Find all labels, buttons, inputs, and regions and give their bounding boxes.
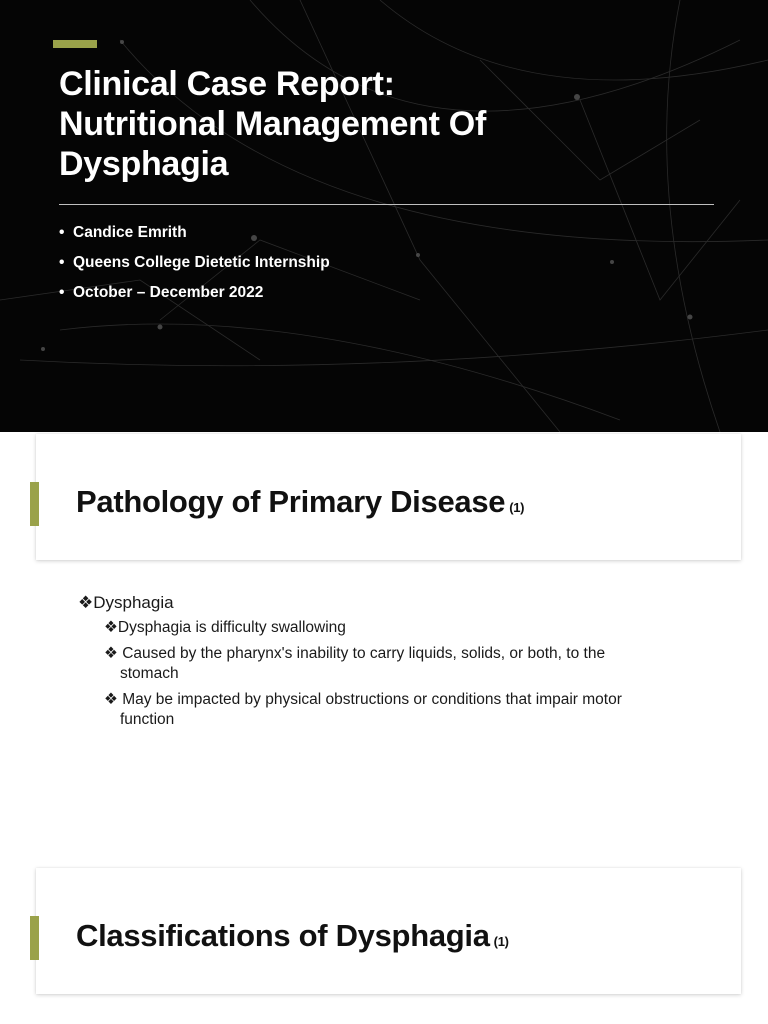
heading-text: Classifications of Dysphagia (76, 918, 490, 953)
sub-list-item-text: May be impacted by physical obstructions or conditions that impair motor (117, 691, 622, 708)
program-name-text: Queens College Dietetic Internship (73, 254, 330, 271)
sub-list-item (104, 618, 718, 638)
list-item-text: Dysphagia (93, 593, 174, 612)
slide-heading (76, 484, 524, 520)
date-range-text: October – December 2022 (73, 284, 264, 301)
sub-list-item-text: Caused by the pharynx's inability to carry liquids, solids, or both, to the (117, 645, 606, 662)
bullet-dot-icon: • (59, 254, 65, 271)
heading-card (36, 434, 741, 560)
title-line: Dysphagia (59, 145, 229, 183)
slide-heading (76, 918, 509, 954)
reference-marker: (1) (493, 934, 509, 949)
diamond-bullet-icon: ❖ (78, 593, 94, 612)
presenter-name (59, 222, 330, 252)
sub-list-item-continuation: stomach (120, 665, 179, 682)
heading-accent-bar (30, 916, 39, 960)
list-item (78, 592, 718, 614)
sub-list-item (104, 690, 718, 730)
presenter-info-list (59, 222, 330, 312)
program-name (59, 252, 330, 282)
reference-marker: (1) (509, 500, 525, 515)
title-line: Clinical Case Report: (59, 65, 395, 103)
heading-card (36, 868, 741, 994)
title-line: Nutritional Management Of (59, 105, 486, 143)
date-range (59, 282, 330, 312)
diamond-bullet-icon: ❖ (104, 645, 118, 662)
presenter-name-text: Candice Emrith (73, 224, 187, 241)
pathology-slide (0, 432, 768, 866)
title-slide (0, 0, 768, 432)
sub-list-item-text: Dysphagia is difficulty swallowing (117, 619, 346, 636)
bullet-dot-icon: • (59, 284, 65, 301)
sub-list-item-continuation: function (120, 711, 175, 728)
slide-title (59, 64, 699, 184)
diamond-bullet-icon: ❖ (104, 691, 118, 708)
heading-text: Pathology of Primary Disease (76, 484, 506, 519)
heading-accent-bar (30, 482, 39, 526)
title-accent-bar (53, 40, 97, 48)
bullet-dot-icon: • (59, 224, 65, 241)
classifications-slide (0, 866, 768, 1024)
sub-list-item (104, 644, 718, 684)
title-divider (59, 204, 714, 205)
slide-body (78, 592, 718, 736)
diamond-bullet-icon: ❖ (104, 619, 118, 636)
